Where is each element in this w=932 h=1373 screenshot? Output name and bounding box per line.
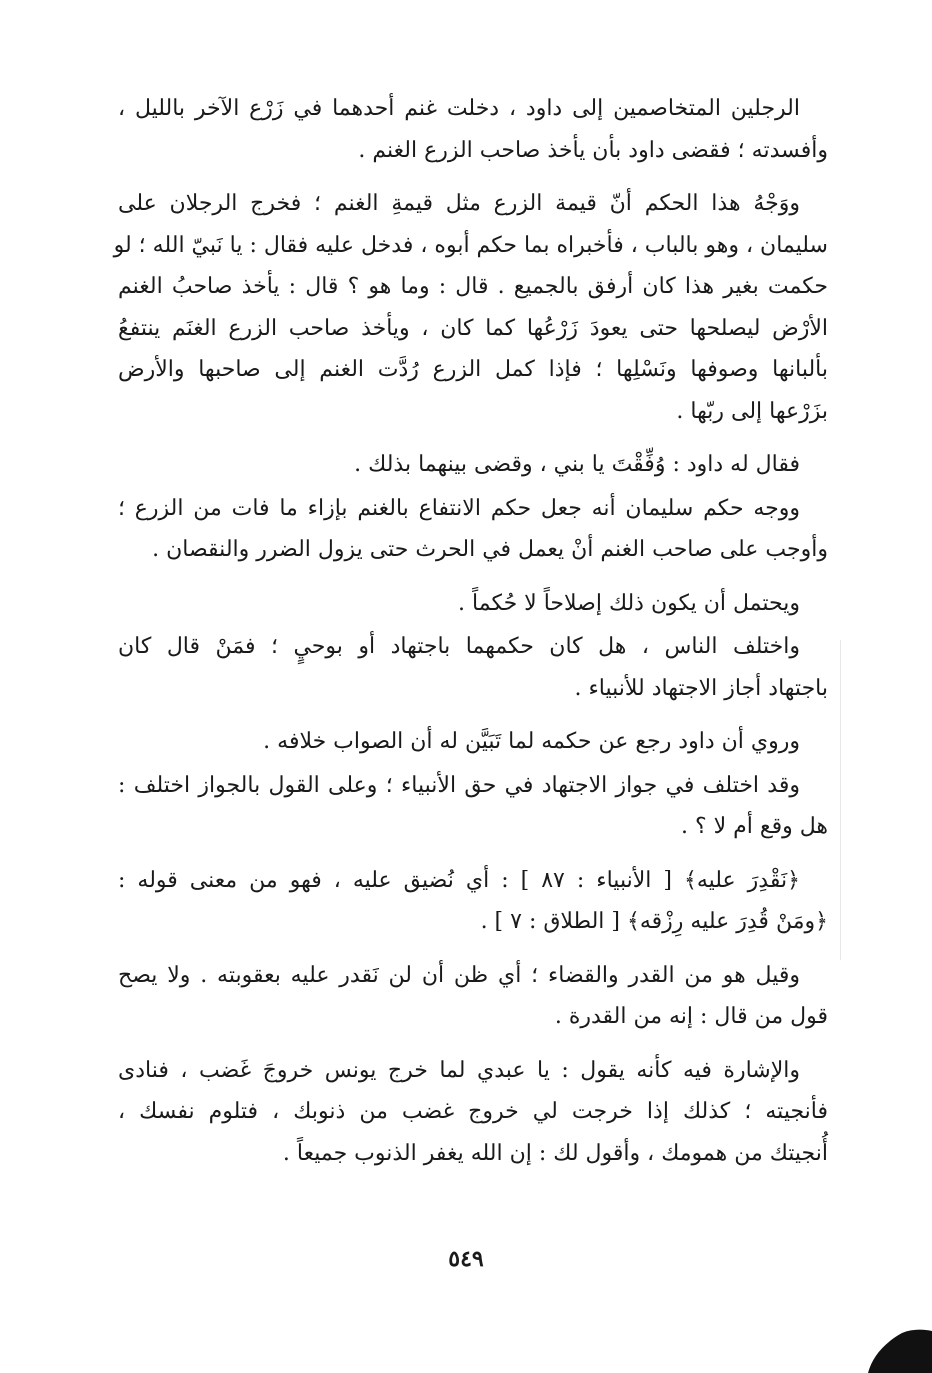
paragraph bbox=[118, 765, 828, 848]
paragraph bbox=[118, 88, 828, 171]
text-line: والإشارة فيه كأنه يقول : يا عبدي لما خرج يونس خروجَ غَضب ، فنادى bbox=[118, 1057, 800, 1083]
body-text bbox=[113, 88, 829, 1186]
text-line: سليمان ، وهو بالباب ، فأخبراه بما حكم أبوه ، فدخل عليه فقال : يا نَبيّ الله ؛ لو bbox=[113, 232, 828, 258]
paragraph bbox=[113, 183, 828, 432]
text-line: وقد اختلف في جواز الاجتهاد في حق الأنبياء ؛ وعلى القول بالجواز اختلف : bbox=[118, 772, 800, 798]
text-line: الأرْض ليصلحها حتى يعودَ زَرْعُها كما كان ، ويأخذ صاحب الزرع الغنَم ينتفعُ bbox=[118, 315, 828, 341]
text-line: فقال له داود : وُفِّقْتَ يا بني ، وقضى بينهما بذلك . bbox=[354, 452, 800, 477]
text-line: الرجلين المتخاصمين إلى داود ، دخلت غنم أحدهما في زَرْع الآخر بالليل ، bbox=[118, 96, 800, 121]
text-line: ووجه حكم سليمان أنه جعل حكم الانتفاع بالغنم بإزاء ما فات من الزرع ؛ bbox=[118, 495, 800, 521]
scan-artifact-line bbox=[840, 640, 841, 960]
text-line: ﴿نَقْدِرَ عليه﴾ [ الأنبياء : ٨٧ ] : أي نُضيق عليه ، فهو من معنى قوله : bbox=[118, 867, 800, 893]
text-line: بألبانها وصوفها ونَسْلِها ؛ فإذا كمل الزرع رُدَّت الغنم إلى صاحبها والأرض bbox=[118, 357, 828, 382]
paragraph bbox=[118, 626, 828, 709]
text-line: ويحتمل أن يكون ذلك إصلاحاً لا حُكماً . bbox=[458, 590, 800, 616]
text-line: واختلف الناس ، هل كان حكمهما باجتهاد أو بوحيٍ ؛ فمَنْ قال كان bbox=[118, 634, 800, 659]
paragraph bbox=[118, 860, 828, 943]
text-line: باجتهاد أجاز الاجتهاد للأنبياء . bbox=[574, 675, 828, 701]
text-line: وروي أن داود رجع عن حكمه لما تَبَيَّن له أن الصواب خلافه . bbox=[263, 729, 800, 754]
page-number: ٥٤٩ bbox=[448, 1246, 484, 1272]
paragraph bbox=[118, 444, 828, 486]
paragraph bbox=[118, 721, 828, 763]
text-line: قول من قال : إنه من القدرة . bbox=[554, 1004, 828, 1029]
text-line: هل وقع أم لا ؟ . bbox=[680, 814, 828, 839]
text-line: وأوجب على صاحب الغنم أنْ يعمل في الحرث حتى يزول الضرر والنقصان . bbox=[152, 537, 828, 562]
text-line: حكمت بغير هذا كان أرفق بالجميع . قال : وما هو ؟ قال : يأخذ صاحبُ الغنم bbox=[118, 274, 828, 299]
paragraph bbox=[118, 583, 828, 625]
text-line: بزَرْعها إلى ربّها . bbox=[676, 398, 828, 424]
paragraph bbox=[118, 955, 828, 1038]
paragraph bbox=[118, 488, 828, 571]
paragraph bbox=[118, 1050, 828, 1175]
text-line: فأنجيته ؛ كذلك إذا خرجت لي خروج غضب من ذنوبك ، فتلوم نفسك ، bbox=[118, 1099, 829, 1124]
text-line: أُنجيتك من همومك ، وأقول لك : إن الله يغفر الذنوب جميعاً . bbox=[282, 1140, 828, 1166]
text-line: ووَجْهُ هذا الحكم أنّ قيمة الزرع مثل قيمةِ الغنم ؛ فخرج الرجلان على bbox=[118, 191, 800, 216]
page-corner-shadow-icon bbox=[862, 1313, 932, 1373]
text-line: ﴿ومَنْ قُدِرَ عليه رِزْقه﴾ [ الطلاق : ٧ ] . bbox=[480, 909, 828, 934]
text-line: وقيل هو من القدر والقضاء ؛ أي ظن أن لن نَقدر عليه بعقوبته . ولا يصح bbox=[118, 962, 800, 988]
text-line: وأفسدته ؛ فقضى داود بأن يأخذ صاحب الزرع الغنم . bbox=[358, 137, 828, 163]
